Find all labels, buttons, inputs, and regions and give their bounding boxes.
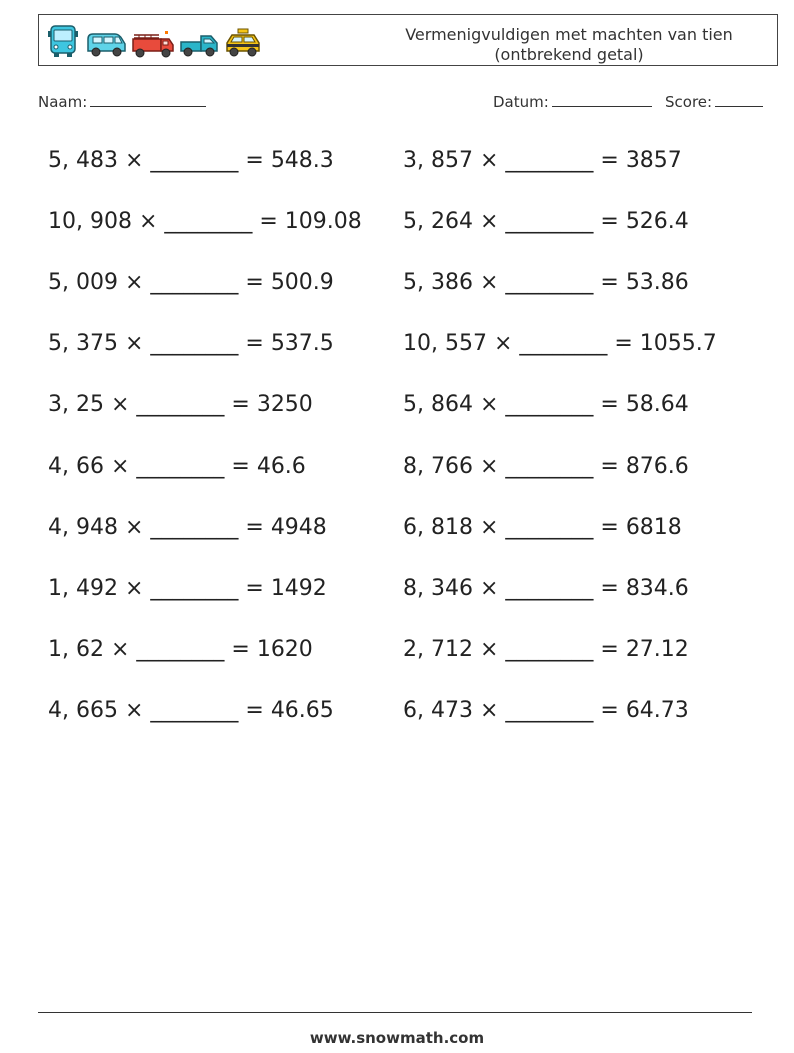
title-line-2: (ontbrekend getal)	[494, 45, 644, 64]
problem-left-3: 5, 009 × ________ = 500.9	[48, 270, 334, 295]
score-label: Score:	[665, 93, 713, 111]
problem-left-8: 1, 492 × ________ = 1492	[48, 576, 327, 601]
problem-right-10: 6, 473 × ________ = 64.73	[403, 698, 689, 723]
van-icon	[85, 29, 127, 59]
problem-right-3: 5, 386 × ________ = 53.86	[403, 270, 689, 295]
pickup-truck-icon	[179, 31, 219, 59]
problem-right-5: 5, 864 × ________ = 58.64	[403, 392, 689, 417]
fire-truck-icon	[131, 27, 175, 59]
bus-icon	[45, 23, 81, 59]
problem-right-8: 8, 346 × ________ = 834.6	[403, 576, 689, 601]
name-line	[90, 92, 206, 107]
name-field	[38, 92, 206, 111]
problem-right-2: 5, 264 × ________ = 526.4	[403, 209, 689, 234]
date-line	[552, 92, 652, 107]
vehicle-icons	[45, 23, 263, 59]
problem-left-7: 4, 948 × ________ = 4948	[48, 515, 327, 540]
date-field	[493, 92, 652, 111]
score-field	[665, 92, 763, 111]
title-line-1: Vermenigvuldigen met machten van tien	[405, 25, 733, 44]
problem-right-4: 10, 557 × ________ = 1055.7	[403, 331, 717, 356]
problem-right-1: 3, 857 × ________ = 3857	[403, 148, 682, 173]
problem-left-1: 5, 483 × ________ = 548.3	[48, 148, 334, 173]
problem-left-9: 1, 62 × ________ = 1620	[48, 637, 313, 662]
problem-left-10: 4, 665 × ________ = 46.65	[48, 698, 334, 723]
problem-left-2: 10, 908 × ________ = 109.08	[48, 209, 362, 234]
date-label: Datum:	[493, 93, 549, 111]
problem-right-6: 8, 766 × ________ = 876.6	[403, 454, 689, 479]
footer-url: www.snowmath.com	[309, 1029, 485, 1047]
problem-left-5: 3, 25 × ________ = 3250	[48, 392, 313, 417]
header-box	[38, 14, 778, 66]
worksheet-title	[389, 25, 749, 65]
score-line	[715, 92, 763, 107]
footer-divider	[38, 1012, 752, 1013]
problem-left-6: 4, 66 × ________ = 46.6	[48, 454, 306, 479]
problem-right-7: 6, 818 × ________ = 6818	[403, 515, 682, 540]
taxi-icon	[223, 27, 263, 59]
problem-right-9: 2, 712 × ________ = 27.12	[403, 637, 689, 662]
problem-left-4: 5, 375 × ________ = 537.5	[48, 331, 334, 356]
name-label: Naam:	[38, 93, 88, 111]
